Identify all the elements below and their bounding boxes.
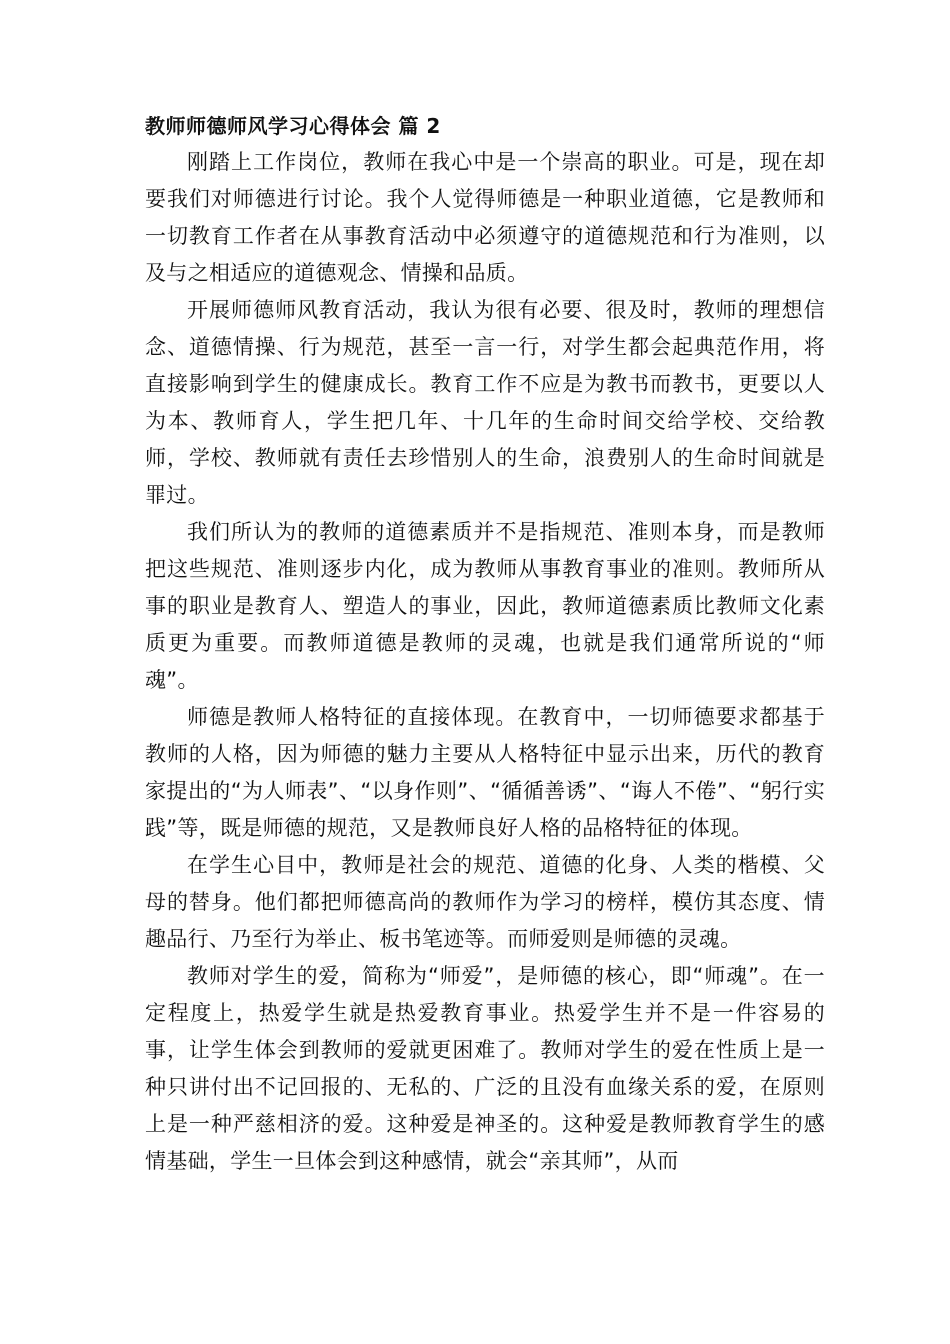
- paragraph-3: 我们所认为的教师的道德素质并不是指规范、准则本身，而是教师把这些规范、准则逐步内化，成为教师从事教育事业的准则。教师所从事的职业是教育人、塑造人的事业，因此，教师道德素质比教师文化素质更为重要。而教师道德是教师的灵魂，也就是我们通常所说的“师魂”。: [145, 520, 825, 692]
- document-page: [145, 108, 825, 1180]
- paragraph-1: 刚踏上工作岗位，教师在我心中是一个崇高的职业。可是，现在却要我们对师德进行讨论。我个人觉得师德是一种职业道德，它是教师和一切教育工作者在从事教育活动中必须遵守的道德规范和行为准则，以及与之相适应的道德观念、情操和品质。: [145, 150, 825, 285]
- paragraph-4: 师德是教师人格特征的直接体现。在教育中，一切师德要求都基于教师的人格，因为师德的魅力主要从人格特征中显示出来，历代的教育家提出的“为人师表”、“以身作则”、“循循善诱”、“诲人不倦”、“躬行实践”等，既是师德的规范，又是教师良好人格的品格特征的体现。: [145, 705, 825, 840]
- paragraph-2: 开展师德师风教育活动，我认为很有必要、很及时，教师的理想信念、道德情操、行为规范，甚至一言一行，对学生都会起典范作用，将直接影响到学生的健康成长。教育工作不应是为教书而教书，更要以人为本、教师育人，学生把几年、十几年的生命时间交给学校、交给教师，学校、教师就有责任去珍惜别人的生命，浪费别人的生命时间就是罪过。: [145, 298, 825, 507]
- document-title: 教师师德师风学习心得体会 篇 2: [145, 114, 441, 138]
- paragraph-5: 在学生心目中，教师是社会的规范、道德的化身、人类的楷模、父母的替身。他们都把师德高尚的教师作为学习的榜样，模仿其态度、情趣品行、乃至行为举止、板书笔迹等。而师爱则是师德的灵魂。: [145, 853, 825, 951]
- paragraph-6: 教师对学生的爱，简称为“师爱”，是师德的核心，即“师魂”。在一定程度上，热爱学生就是热爱教育事业。热爱学生并不是一件容易的事，让学生体会到教师的爱就更困难了。教师对学生的爱在性质上是一种只讲付出不记回报的、无私的、广泛的且没有血缘关系的爱，在原则上是一种严慈相济的爱。这种爱是神圣的。这种爱是教师教育学生的感情基础，学生一旦体会到这种感情，就会“亲其师”，从而: [145, 964, 825, 1173]
